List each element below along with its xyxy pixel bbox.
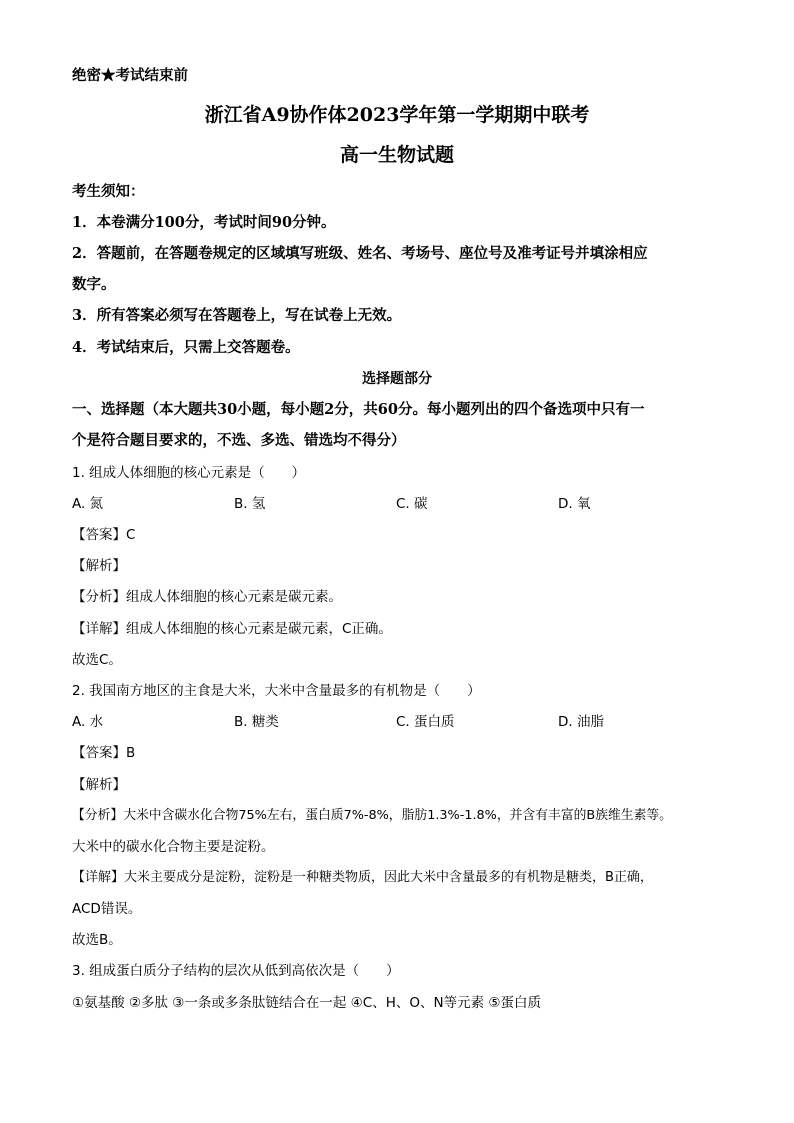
notice-item: 3．所有答案必须写在答题卷上，写在试卷上无效。 <box>72 307 402 324</box>
option-d: D. 氧 <box>558 496 591 512</box>
analysis-label: 【解析】 <box>72 777 126 793</box>
option-b: B. 氢 <box>234 496 266 512</box>
analysis-line: 故选B。 <box>72 932 122 948</box>
notice-item: 2．答题前，在答题卷规定的区域填写班级、姓名、考场号、座位号及准考证号并填涂相应 <box>72 245 648 262</box>
option-c: C. 碳 <box>396 496 428 512</box>
question-stem: 1. 组成人体细胞的核心元素是（ ） <box>72 465 306 481</box>
option-c: C. 蛋白质 <box>396 714 455 730</box>
section-intro: 个是符合题目要求的，不选、多选、错选均不得分） <box>72 432 406 449</box>
exam-title: 浙江省A9协作体2023学年第一学期期中联考 <box>204 104 590 126</box>
notice-heading: 考生须知： <box>72 183 145 200</box>
question-stem: 2. 我国南方地区的主食是大米，大米中含量最多的有机物是（ ） <box>72 683 481 699</box>
analysis-line: 【详解】组成人体细胞的核心元素是碳元素，C正确。 <box>72 621 392 637</box>
notice-item: 数字。 <box>72 276 116 293</box>
exam-subtitle: 高一生物试题 <box>339 144 454 166</box>
question-options <box>72 712 692 732</box>
option-d: D. 油脂 <box>558 714 604 730</box>
section-intro: 一、选择题（本大题共30小题，每小题2分，共60分。每小题列出的四个备选项中只有一 <box>72 401 645 418</box>
answer-label: 【答案】B <box>72 745 136 761</box>
analysis-line: 【详解】大米主要成分是淀粉，淀粉是一种糖类物质，因此大米中含量最多的有机物是糖类，B正确， <box>72 870 653 885</box>
section-title: 选择题部分 <box>362 371 432 387</box>
secret-label: 绝密★考试结束前 <box>72 67 188 84</box>
option-b: B. 糖类 <box>234 714 279 730</box>
analysis-label: 【解析】 <box>72 558 126 574</box>
analysis-line: 大米中的碳水化合物主要是淀粉。 <box>72 839 275 855</box>
analysis-line: 【分析】组成人体细胞的核心元素是碳元素。 <box>72 589 342 605</box>
notice-item: 4．考试结束后，只需上交答题卷。 <box>72 339 300 356</box>
answer-label: 【答案】C <box>72 527 136 543</box>
analysis-line: ACD错误。 <box>72 901 142 917</box>
question-sub: ①氨基酸 ②多肽 ③一条或多条肽链结合在一起 ④C、H、O、N等元素 ⑤蛋白质 <box>72 995 541 1011</box>
question-stem: 3. 组成蛋白质分子结构的层次从低到高依次是（ ） <box>72 963 400 979</box>
option-a: A. 水 <box>72 714 104 730</box>
analysis-line: 【分析】大米中含碳水化合物75%左右，蛋白质7%-8%，脂肪1.3%-1.8%，并含有丰富的B族维生素等。 <box>72 808 672 823</box>
question-options <box>72 494 692 514</box>
notice-item: 1．本卷满分100分，考试时间90分钟。 <box>72 214 336 231</box>
analysis-line: 故选C。 <box>72 652 122 668</box>
option-a: A. 氮 <box>72 496 104 512</box>
